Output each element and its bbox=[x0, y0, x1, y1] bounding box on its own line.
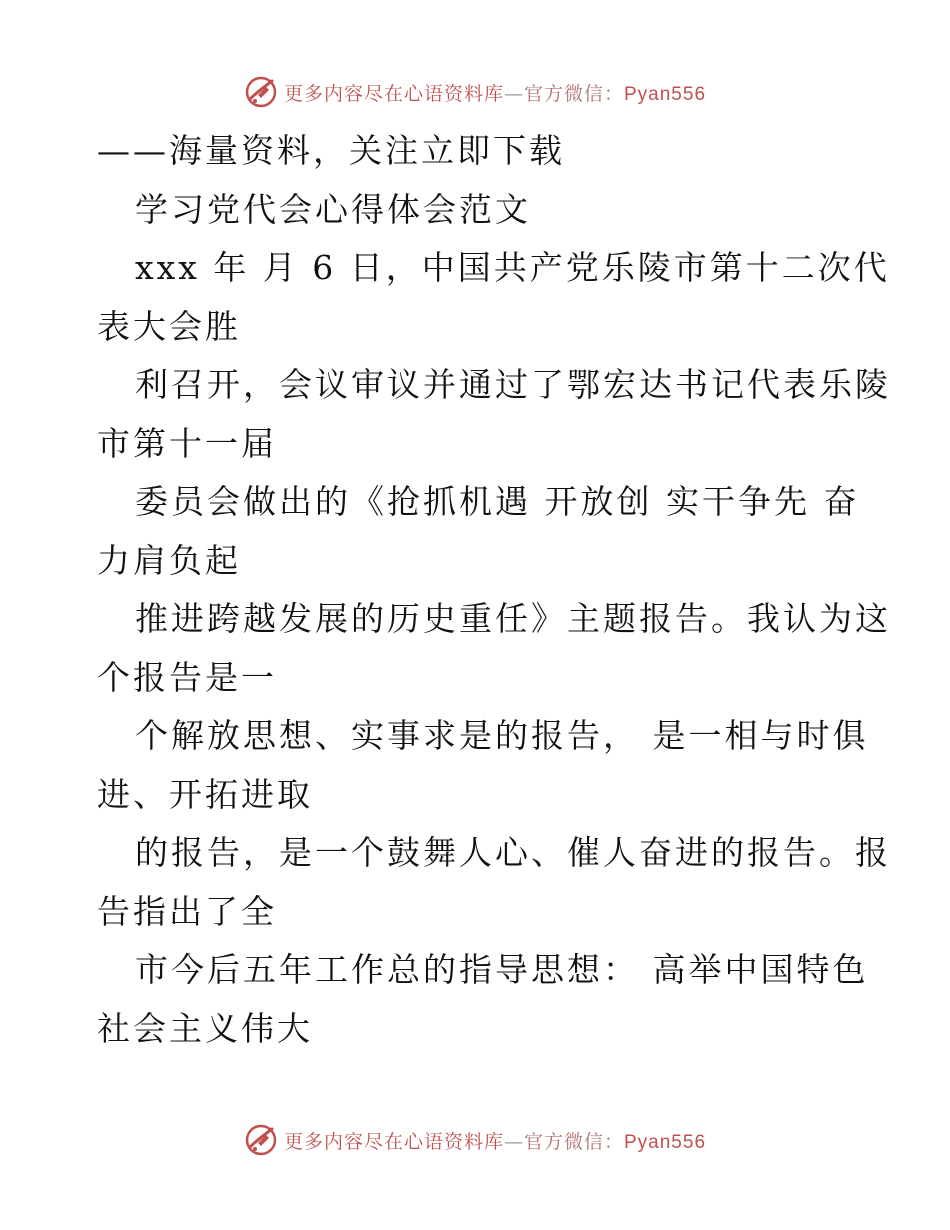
text-line: 个解放思想、实事求是的报告， 是一相与时俱 bbox=[135, 716, 869, 755]
text-line: 市第十一届 bbox=[97, 423, 277, 463]
text-line: 力肩负起 bbox=[97, 540, 241, 580]
header-banner bbox=[0, 72, 950, 112]
text-line: 告指出了全 bbox=[97, 891, 277, 931]
footer-banner bbox=[0, 1120, 950, 1160]
footer-text bbox=[284, 1127, 706, 1154]
text-line: 学习党代会心得体会范文 bbox=[135, 189, 531, 229]
text-line: 个报告是一 bbox=[97, 657, 277, 697]
text-line: 推进跨越发展的历史重任》主题报告。我认为这 bbox=[135, 599, 891, 638]
footer-brand: 更多内容尽在心语资料库 bbox=[283, 1130, 504, 1153]
footer-separator: — bbox=[503, 1130, 524, 1153]
pen-logo-icon bbox=[244, 1123, 278, 1157]
text-line: 的报告，是一个鼓舞人心、催人奋进的报告。报 bbox=[135, 833, 891, 872]
header-text bbox=[284, 79, 706, 106]
header-wechat-label: 官方微信： bbox=[523, 82, 624, 105]
pen-logo-icon bbox=[244, 75, 278, 109]
header-brand: 更多内容尽在心语资料库 bbox=[283, 82, 504, 105]
header-separator: — bbox=[503, 82, 524, 105]
text-line: 表大会胜 bbox=[97, 306, 241, 346]
text-line: 委员会做出的《抢抓机遇 开放创 实干争先 奋 bbox=[135, 482, 860, 521]
footer-wechat-label: 官方微信： bbox=[523, 1130, 624, 1153]
text-line: 利召开，会议审议并通过了鄂宏达书记代表乐陵 bbox=[135, 365, 891, 404]
text-line: xxx 年 月 6 日，中国共产党乐陵市第十二次代 bbox=[135, 248, 890, 287]
footer-wechat-id: Pyan556 bbox=[624, 1131, 707, 1153]
text-line: 社会主义伟大 bbox=[97, 1008, 313, 1048]
document-body bbox=[97, 122, 891, 1058]
header-wechat-id: Pyan556 bbox=[624, 83, 707, 105]
text-line: 市今后五年工作总的指导思想： 高举中国特色 bbox=[135, 950, 869, 989]
text-line: 进、开拓进取 bbox=[97, 774, 313, 814]
text-line: ——海量资料，关注立即下载 bbox=[97, 131, 565, 170]
